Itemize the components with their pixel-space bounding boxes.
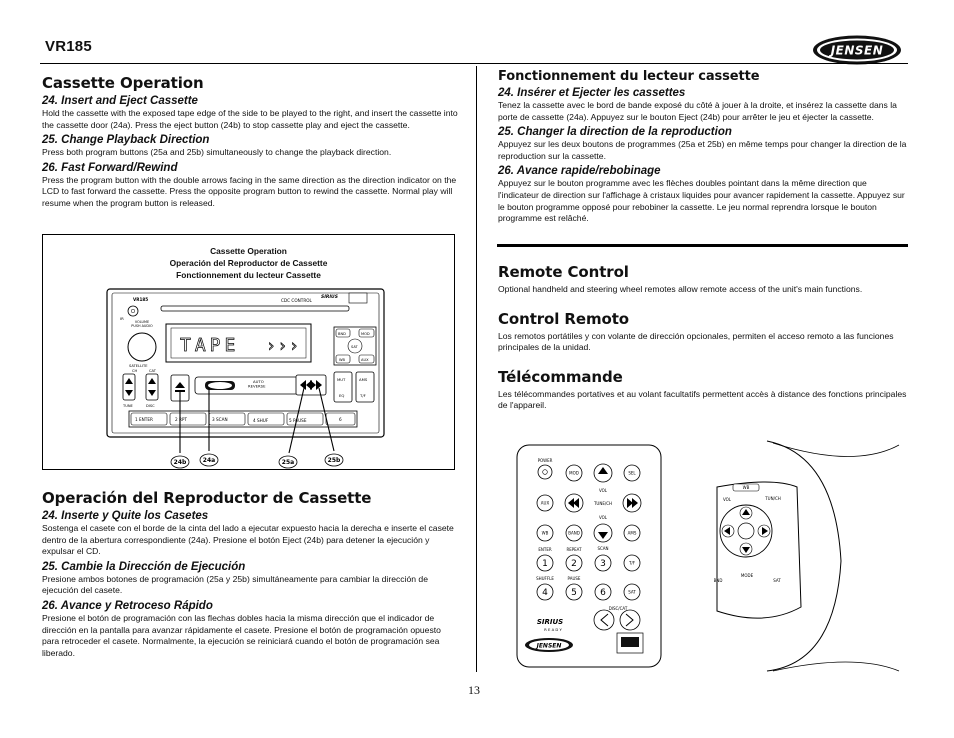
btn-mod: MOD [361, 332, 370, 336]
lcd-text: TAPE [180, 335, 240, 356]
paragraph: Press the program button with the double arrows facing in the same direction as the direction indicator on the LCD to fast forward the cassette. Press the opposite program button to rewind the cassette. Normal play will resume when the program button is released. [42, 174, 457, 208]
caption-en: Cassette Operation [210, 246, 287, 256]
head-unit-illustration [43, 235, 454, 469]
subsection-title: 26. Avance rapide/rebobinage [498, 165, 661, 178]
label-repeat: REPEAT [566, 547, 582, 552]
btn-tf: T/F [628, 560, 636, 566]
ready-text: R E A D Y [544, 627, 562, 632]
volume-knob [128, 333, 156, 361]
btn-wb: WB [541, 530, 549, 536]
auto-reverse: AUTO REVERSE [248, 379, 266, 389]
btn-4: 4 [542, 588, 548, 598]
label-scan: SCAN [597, 546, 609, 551]
paragraph: Optional handheld and steering wheel remotes allow remote access of the unit's main functions. [498, 284, 863, 294]
jensen-logo [812, 34, 902, 66]
ir-label: IR [120, 316, 124, 321]
section-title: Remote Control [498, 263, 629, 281]
subsection-title: 26. Avance y Retroceso Rápido [42, 599, 213, 612]
btn-5: 5 [571, 588, 577, 598]
btn-6: 6 [600, 588, 606, 598]
btn-ams: AMS [627, 530, 637, 536]
operacion-section [42, 489, 458, 662]
preset-2: 2 RPT [175, 417, 187, 422]
callout-25b: 25b [327, 457, 341, 464]
ch-label: CH [132, 369, 138, 373]
cassette-operation-section [42, 74, 458, 213]
cassette-figure [42, 234, 455, 470]
paragraph: Press both program buttons (25a and 25b) simultaneously to change the playback direction. [42, 147, 392, 158]
btn-3: 3 [600, 559, 606, 569]
sw-wb: WB [742, 485, 750, 490]
sirius-logo: SIRIUS [536, 618, 564, 626]
sw-bnd: BND [713, 578, 723, 583]
btn-sat: SAT [351, 345, 358, 349]
label-pause: PAUSE [567, 576, 581, 581]
btn-sel: SEL [628, 470, 636, 476]
paragraph: Tenez la cassette avec le bord de bande exposé du côté à jouer à la droite, et insérez la cassette dans la porte de cassette (24a). Appuyez sur le bouton Eject (24b) pour arrêter le jeu et éjecter la cassette. [498, 100, 897, 122]
preset-6: 6 [339, 417, 342, 422]
subsection-title: 25. Cambie la Dirección de Ejecución [42, 560, 246, 573]
section-title: Control Remoto [498, 309, 629, 328]
callout-24a: 24a [202, 457, 216, 464]
btn-band: BAND [568, 530, 580, 536]
preset-4: 4 SHUF [253, 418, 269, 423]
paragraph: Presione ambos botones de programación (25a y 25b) simultáneamente para cambiar la dirección de ejecución del casete. [42, 573, 428, 596]
subsection-title: 25. Changer la direction de la reproduction [498, 126, 732, 139]
btn-mod: MOD [569, 470, 579, 476]
section-title: Operación del Reproductor de Cassette [42, 489, 372, 507]
label-vol-top: VOL [598, 488, 608, 493]
tune-label: TUNE [123, 404, 133, 408]
paragraph: Appuyez sur le bouton programme avec les flèches doubles pointant dans la même direction que l'indicateur de direction sur l'affichage à cristaux liquides pour avancer rapidement la cassette. Appuyez sur le bouton programme opposé pour rebobiner la cassette. Le jeu normal reprendra lorsque le bouton programme est relâché. [498, 178, 905, 224]
btn-ams: AMS [359, 377, 368, 382]
btn-aux: AUX [361, 358, 369, 362]
callout-25a: 25a [281, 459, 295, 466]
cdc-control: CDC CONTROL [281, 298, 312, 303]
btn-sat: SAT [628, 589, 636, 595]
paragraph: Presione el botón de programación con las flechas dobles hacia la misma dirección que el indicador de dirección en la pantalla para avanzar rápidamente el casete. Presione el botón de programación opuesto para retroceder el casete. Normalmente, la ejecución se reiniciará cuando el botón de programación sea liberado. [42, 612, 441, 658]
header-rule [40, 63, 908, 64]
label-shuffle: SHUFFLE [536, 576, 554, 581]
unit-model: VR185 [133, 297, 149, 302]
label-power: POWER [537, 458, 553, 463]
btn-2: 2 [571, 559, 577, 569]
volume-label: VOLUME PUSH AUDIO [131, 320, 153, 328]
preset-5: 5 PAUSE [289, 418, 307, 423]
btn-mut: MUT [337, 377, 346, 382]
power-button [128, 306, 138, 316]
btn-tf: T/F [360, 393, 366, 398]
sw-sat: SAT [773, 578, 781, 583]
sw-vol: VOL [722, 497, 732, 502]
paragraph: Les télécommandes portatives et au volant facultatifs permettent accès à distance des fonctions principales de l'appareil. [498, 388, 907, 411]
lcd-arrows: › › › [268, 336, 298, 355]
preset-1: 1 ENTER [135, 417, 153, 422]
paragraph: Hold the cassette with the exposed tape edge of the side to be played to the right, and insert the cassette into the cassette door (24a). Press the eject button (24b) to stop cassette play and eject the cassette. [42, 108, 458, 130]
column-divider [476, 66, 477, 672]
jensen-logo-text: JENSEN [830, 43, 884, 58]
satellite-label: SATELLITE [129, 364, 148, 368]
fonctionnement-section [498, 69, 908, 228]
disc-label: DISC [146, 404, 155, 408]
power-button [538, 465, 552, 479]
btn-bnd: BND [338, 332, 346, 336]
caption-es: Operación del Reproductor de Cassette [169, 258, 328, 268]
label-vol-bottom: VOL [598, 515, 608, 520]
preset-3: 3 SCAN [212, 417, 228, 422]
page-number: 13 [468, 683, 480, 697]
remote-section [498, 263, 908, 415]
btn-1: 1 [542, 559, 548, 569]
subsection-title: 24. Inserte y Quite los Casetes [42, 510, 209, 522]
label-tune-ch: TUNE/CH [593, 501, 613, 506]
subsection-title: 26. Fast Forward/Rewind [42, 161, 178, 174]
paragraph: Appuyez sur les deux boutons de programmes (25a et 25b) en même temps pour changer la direction de la reproduction sur la cassette. [498, 139, 907, 161]
section-title: Télécommande [498, 367, 623, 386]
btn-wb: WB [339, 358, 346, 362]
section-title: Cassette Operation [42, 74, 204, 92]
section-rule [497, 244, 908, 247]
subsection-title: 24. Insérer et Ejecter les cassettes [498, 87, 686, 99]
remotes-figure [505, 439, 908, 672]
paragraph: Los remotos portátiles y con volante de dirección opcionales, permiten el acceso remoto a las funciones principales de la unidad. [498, 330, 894, 353]
jensen-remote-logo: JENSEN [536, 642, 562, 650]
model-title: VR185 [45, 38, 92, 55]
cat-label: CAT [149, 369, 156, 373]
label-disc-cat: DISC/CAT [608, 606, 628, 611]
callout-24b: 24b [173, 459, 187, 466]
btn-eq: EQ [339, 393, 345, 398]
section-title: Fonctionnement du lecteur cassette [498, 69, 760, 84]
caption-fr: Fonctionnement du lecteur Cassette [176, 270, 321, 280]
subsection-title: 24. Insert and Eject Cassette [42, 95, 198, 107]
sw-mode: MODE [740, 573, 754, 578]
sirius-badge: SIRIUS [321, 295, 338, 300]
remotes-illustration [505, 439, 908, 672]
sw-tune-ch: TUN/CH [765, 496, 781, 501]
subsection-title: 25. Change Playback Direction [42, 134, 210, 147]
paragraph: Sostenga el casete con el borde de la cinta del lado a ejecutar expuesto hacia la derecha e inserte el casete dentro de la abertura correspondiente (24a). Presione el botón Eject (24b) para detener la ejecución y expulsar el CD. [42, 523, 454, 557]
btn-aux: AUX [540, 500, 550, 506]
label-enter: ENTER [538, 547, 552, 552]
